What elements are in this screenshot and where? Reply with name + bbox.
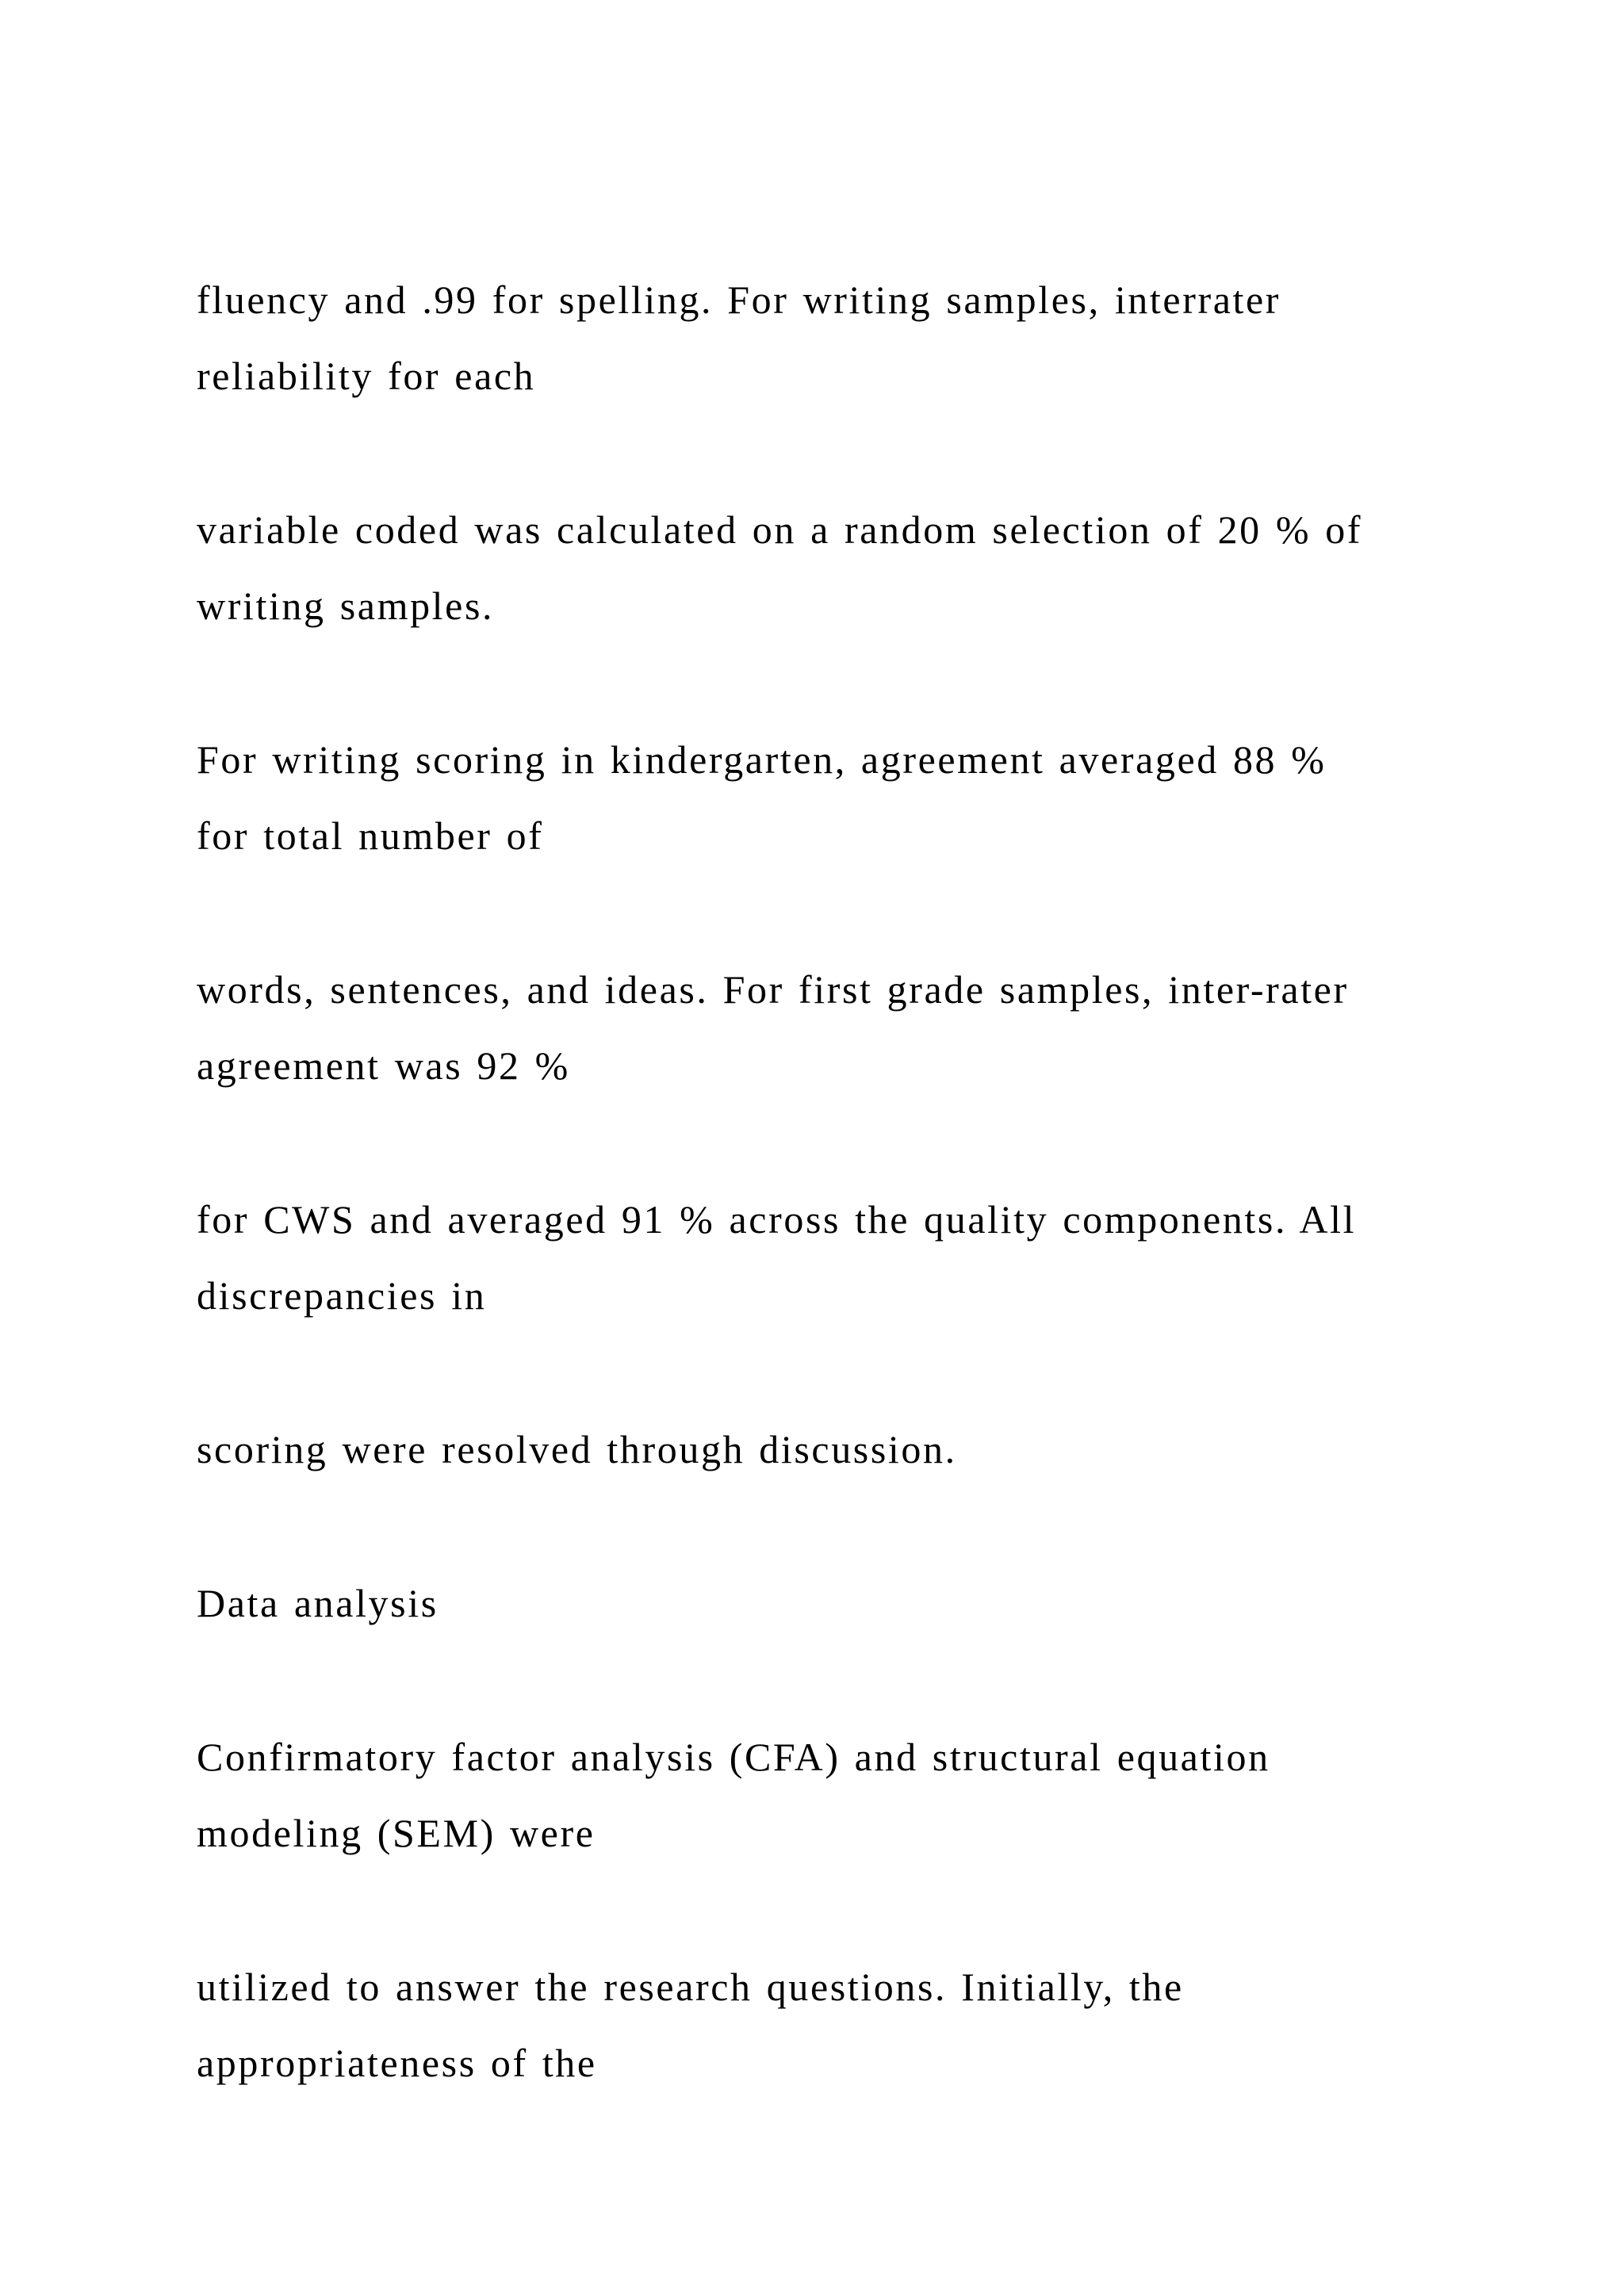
- body-text-line: Confirmatory factor analysis (CFA) and structural equation: [197, 1735, 1270, 1779]
- body-text-line: fluency and .99 for spelling. For writing samples, interrater: [197, 277, 1281, 322]
- body-text-line: variable coded was calculated on a random selection of 20 % of: [197, 507, 1363, 552]
- body-text-line: words, sentences, and ideas. For first grade samples, inter-rater: [197, 967, 1349, 1012]
- section-heading: Data analysis: [197, 1581, 439, 1625]
- body-text-line: utilized to answer the research questions. Initially, the: [197, 1965, 1184, 2009]
- body-text-line: appropriateness of the: [197, 2041, 597, 2085]
- body-text-line: writing samples.: [197, 584, 495, 628]
- body-text-line: modeling (SEM) were: [197, 1811, 596, 1855]
- body-text-line: reliability for each: [197, 354, 536, 398]
- body-text-line: for total number of: [197, 813, 544, 858]
- body-text-line: agreement was 92 %: [197, 1043, 570, 1088]
- body-text-line: scoring were resolved through discussion.: [197, 1427, 957, 1471]
- body-text-line: For writing scoring in kindergarten, agreement averaged 88 %: [197, 737, 1327, 782]
- body-text-line: for CWS and averaged 91 % across the quality components. All: [197, 1197, 1357, 1242]
- body-text-line: discrepancies in: [197, 1273, 487, 1318]
